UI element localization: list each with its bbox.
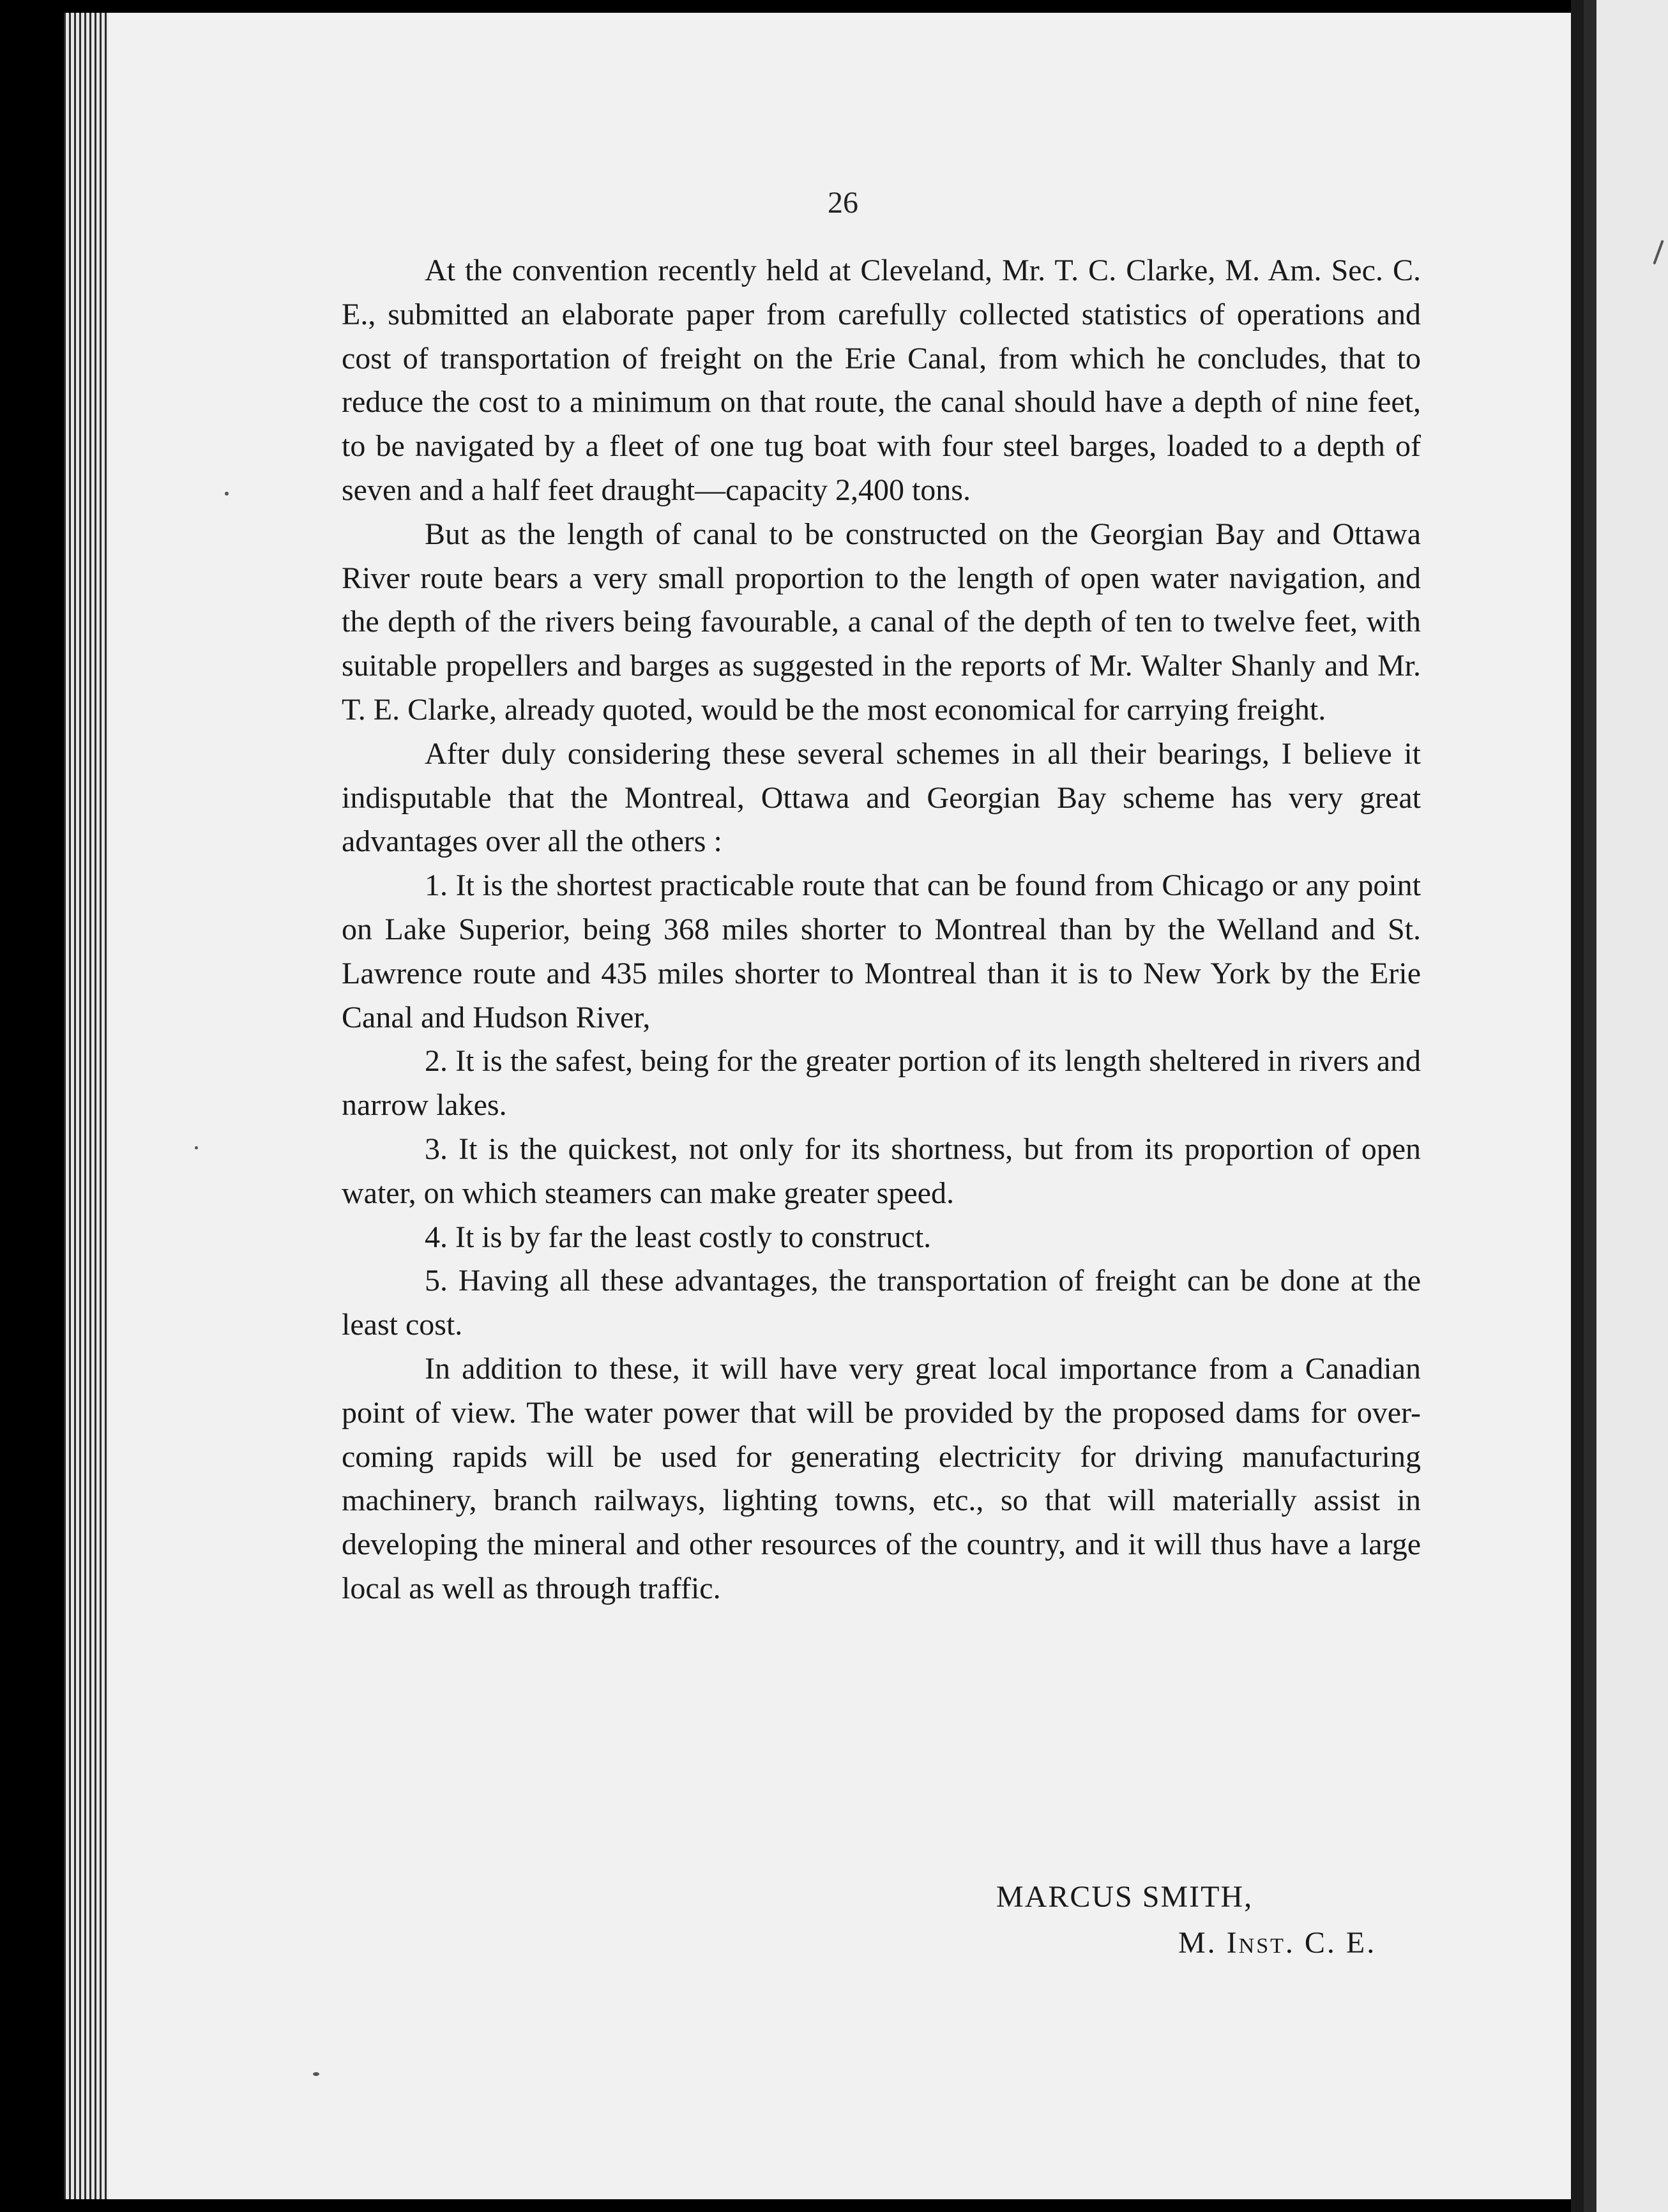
body-text (342, 249, 1421, 1611)
list-item: 1. It is the shortest practicable route that can be found from Chicago or any point on Lake Superior, being 368 miles shorter to Montreal than by the Welland and St. Lawrence route and 435 miles shorter to Montreal than it is to New York by the Erie Canal and Hudson River, (342, 868, 1421, 1034)
scan-speck (313, 2072, 319, 2076)
scan-speck (195, 1146, 198, 1149)
gutter-shadow (1571, 0, 1584, 2212)
facing-page-shadow (1584, 0, 1596, 2212)
list-item: 2. It is the safest, being for the greater portion of its length sheltered in rivers and narrow lakes. (342, 1044, 1421, 1123)
list-item: 4. It is by far the least costly to construct. (425, 1220, 932, 1254)
signature-name: MARCUS SMITH, (996, 1880, 1254, 1914)
signature-title: M. Inst. C. E. (1178, 1926, 1377, 1960)
page-number: 26 (828, 186, 858, 220)
paragraph: But as the length of canal to be constructed on the Georgian Bay and Ottawa River route bears a very small proportion to the length of open water navigation, and the depth of the rivers being favourable, a canal of the depth of ten to twelve feet, with suitable propellers and barges as suggested in the reports of Mr. Walter Shanly and Mr. T. E. Clarke, already quoted, would be the most economical for carrying freight. (342, 517, 1421, 727)
paragraph: After duly considering these several schemes in all their bearings, I believe it indisputable that the Montreal, Ottawa and Georgian Bay scheme has very great advantages over all the others : (342, 736, 1421, 859)
paragraph: At the convention recently held at Cleveland, Mr. T. C. Clarke, M. Am. Sec. C. E., submitted an elaborate paper from carefully collected statistics of operations and cost of transportation of freight on the Erie Canal, from which he concludes, that to reduce the cost to a minimum on that route, the canal should have a depth of nine feet, to be navigated by a fleet of one tug boat with four steel barges, loaded to a depth of seven and a half feet draught—capacity 2,400 tons. (342, 254, 1421, 507)
page-edges (64, 13, 109, 2199)
list-item: 3. It is the quickest, not only for its shortness, but from its proportion of open water, on which steamers can make greater speed. (342, 1132, 1421, 1210)
scan-speck (225, 492, 229, 496)
paragraph: In addition to these, it will have very great local importance from a Canadian point of view. The water power that will be provided by the proposed dams for over-coming rapids will be used for generating electricity for driving manufacturing machinery, branch railways, lighting towns, etc., so that will materially assist in developing the mineral and other resources of the country, and it will thus have a large local as well as through traffic. (342, 1351, 1421, 1605)
signature-block (996, 1874, 1376, 1966)
list-item: 5. Having all these advantages, the transportation of freight can be done at the least cost. (342, 1264, 1421, 1342)
